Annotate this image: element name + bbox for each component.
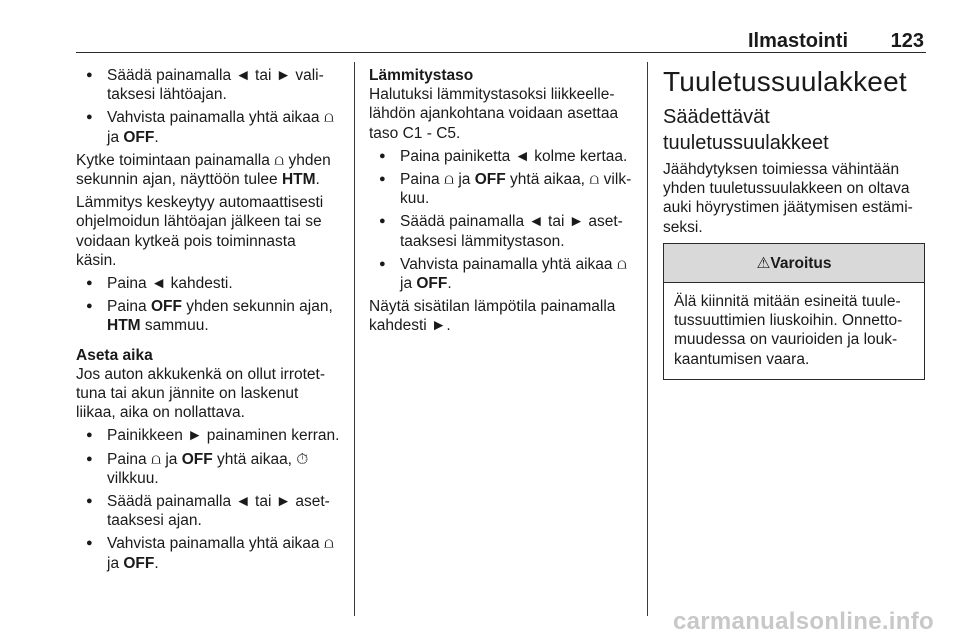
header-rule (76, 52, 926, 53)
list-item: ● Paina painiketta ◄ kolme kertaa. (369, 147, 633, 166)
list-item: ● Paina ◄ kahdesti. (76, 274, 340, 293)
column-divider (354, 62, 355, 616)
subheading: Lämmitystaso (369, 67, 474, 84)
paragraph: Halutuksi lämmitystasoksi liikkeellelähdön ajankohtana voidaan asettaa taso C1 - C5. (369, 86, 619, 142)
list-item: ● Vahvista painamalla yhtä aikaa ⩍ ja OFF. (369, 255, 633, 293)
paragraph: Lämmitys keskeytyy automaattisesti ohjelmoidun lähtöajan jälkeen tai se voidaan kytkeä pois toiminnasta käsin. (76, 194, 324, 269)
heater-icon: ⩍ (589, 171, 600, 189)
subsection-title: Säädettävät tuuletussuulakkeet (663, 106, 829, 154)
list-item: ● Paina OFF yhden sekunnin ajan, HTM sammuu. (76, 297, 340, 335)
warning-header: ⚠Varoitus (664, 244, 924, 283)
subheading: Aseta aika (76, 346, 153, 364)
list-item: ● Painikkeen ► painaminen kerran. (76, 426, 340, 445)
column-1 (76, 66, 340, 577)
list-item: ● Säädä painamalla ◄ tai ► valitaksesi lähtöajan. (76, 66, 340, 104)
list-item: ● Säädä painamalla ◄ tai ► asettaaksesi lämmitystason. (369, 212, 633, 250)
list-item: ● Vahvista painamalla yhtä aikaa ⩍ ja OFF. (76, 108, 340, 146)
page-number: 123 (890, 30, 924, 52)
heater-icon: ⩍ (616, 255, 627, 273)
heater-icon: ⩍ (150, 450, 162, 468)
heater-icon: ⩍ (323, 535, 334, 553)
heater-icon: ⩍ (323, 109, 334, 127)
watermark: carmanualsonline.info (672, 608, 934, 635)
column-2 (369, 66, 633, 340)
warning-text: Älä kiinnitä mitään esineitä tuuletussuuttimien liuskoihin. Onnettomuudessa on vaurioiden ja loukkaantumisen vaara. (674, 293, 903, 368)
heater-icon: ⩍ (274, 151, 285, 169)
section-title: Tuuletussuulakkeet (663, 66, 907, 97)
page-header-title: Ilmastointi (747, 30, 848, 52)
list-item: ● Säädä painamalla ◄ tai ► asettaaksesi ajan. (76, 492, 340, 530)
list-item: ● Paina ⩍ ja OFF yhtä aikaa, ⏱ vilkkuu. (76, 450, 340, 488)
column-3 (663, 66, 925, 380)
column-divider (647, 62, 648, 616)
clock-icon: ⏱ (296, 450, 309, 468)
paragraph: Näytä sisätilan lämpötila painamalla kahdesti ►. (369, 298, 616, 335)
warning-box (663, 243, 925, 380)
warning-triangle-icon: ⚠ (756, 254, 771, 272)
paragraph: Jäähdytyksen toimiessa vähintään yhden tuuletussuulakkeen on oltava auki höyrystimen jäätymisen estämiseksi. (663, 161, 913, 236)
heater-icon: ⩍ (443, 171, 455, 189)
list-item: ● Vahvista painamalla yhtä aikaa ⩍ ja OFF. (76, 534, 340, 572)
paragraph: Kytke toimintaan painamalla ⩍ yhden sekunnin ajan, näyttöön tulee HTM. (76, 151, 331, 189)
list-item: ● Paina ⩍ ja OFF yhtä aikaa, ⩍ vilkkuu. (369, 170, 633, 208)
paragraph: Jos auton akkukenkä on ollut irrotettuna tai akun jännite on laskenut liikaa, aika on nollattava. (76, 365, 326, 422)
